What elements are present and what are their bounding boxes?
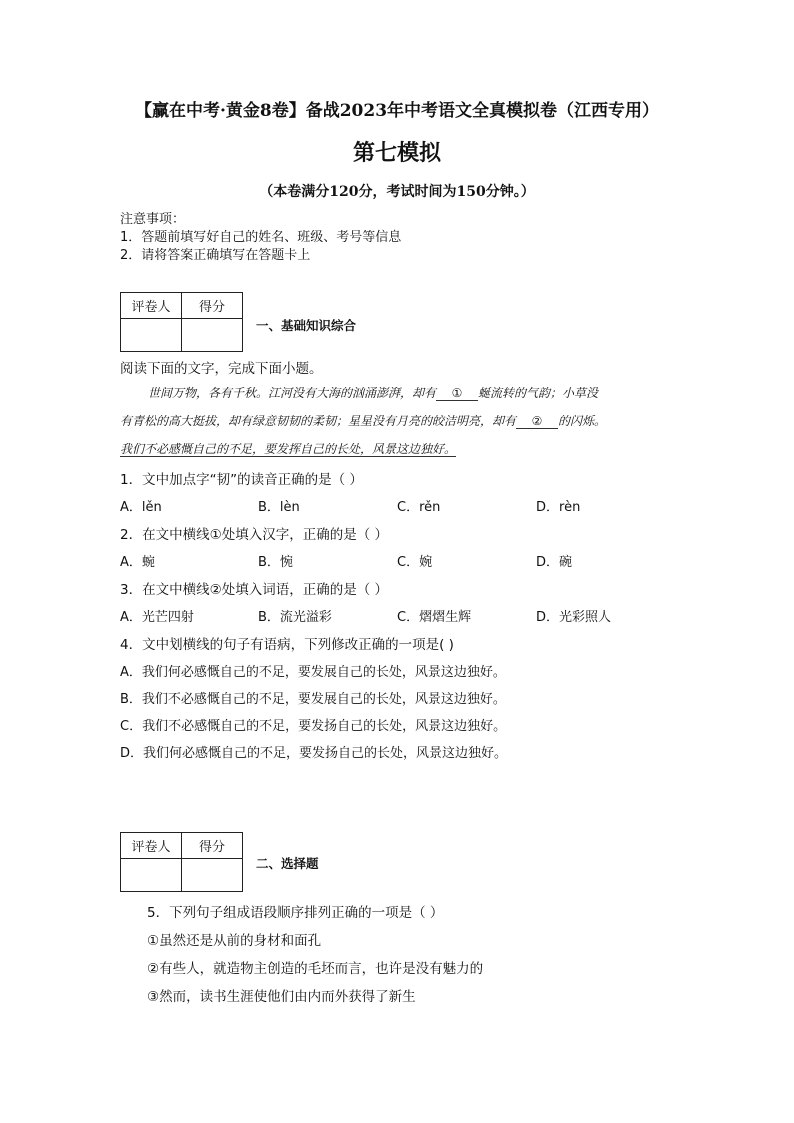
- question-3-stem: 3．在文中横线②处填入词语，正确的是（ ）: [120, 582, 388, 598]
- question-5-stem: 5．下列句子组成语段顺序排列正确的一项是（ ）: [147, 905, 444, 921]
- q5-sentence-3: ③然而，读书生涯使他们由内而外获得了新生: [147, 989, 416, 1005]
- q5-sentence-1: ①虽然还是从前的身材和面孔: [147, 933, 322, 949]
- passage-line-2: [120, 412, 606, 429]
- q4-option-b: B．我们不必感慨自己的不足，要发展自己的长处，风景这边独好。: [120, 692, 506, 707]
- blank-1: ①: [436, 386, 478, 401]
- q1-option-c: C．rěn: [397, 500, 441, 515]
- section2-title: 二、选择题: [256, 856, 319, 871]
- score-label: 得分: [182, 833, 243, 859]
- question-4-stem: 4．文中划横线的句子有语病，下列修改正确的一项是( ): [120, 637, 454, 653]
- score-cell: [182, 319, 243, 352]
- q5-sentence-2: ②有些人，就造物主创造的毛坯而言，也许是没有魅力的: [147, 961, 484, 977]
- underlined-sentence: 我们不必感慨自己的不足，要发挥自己的长处，风景这边独好。: [120, 442, 457, 456]
- exam-subtitle: 第七模拟: [352, 140, 441, 166]
- section1-title: 一、基础知识综合: [256, 318, 357, 333]
- exam-note: （本卷满分120分，考试时间为150分钟。）: [259, 184, 535, 200]
- exam-title: 【赢在中考·黄金8卷】备战2023年中考语文全真模拟卷（江西专用）: [134, 101, 660, 121]
- blank-2: ②: [516, 414, 558, 429]
- section1-instruction: 阅读下面的文字，完成下面小题。: [120, 361, 323, 377]
- q2-option-c: C．婉: [397, 555, 433, 570]
- passage-line-1: [148, 384, 598, 401]
- passage-text: 世间万物，各有千秋。江河没有大海的汹涌澎湃，却有: [148, 386, 437, 400]
- q1-option-d: D．rèn: [536, 500, 581, 515]
- grader-label: 评卷人: [121, 833, 182, 859]
- q1-option-b: B．lèn: [258, 500, 300, 515]
- q4-option-a: A．我们何必感慨自己的不足，要发展自己的长处，风景这边独好。: [120, 665, 506, 680]
- q3-option-c: C．熠熠生辉: [397, 610, 472, 625]
- q4-option-c: C．我们不必感慨自己的不足，要发扬自己的长处，风景这边独好。: [120, 719, 507, 734]
- notice-item-1: 1．答题前填写好自己的姓名、班级、考号等信息: [120, 230, 402, 245]
- passage-text: 的闪烁。: [558, 414, 607, 428]
- q4-option-d: D．我们何必感慨自己的不足，要发扬自己的长处，风景这边独好。: [120, 746, 508, 761]
- score-label: 得分: [182, 293, 243, 319]
- q2-option-d: D．碗: [536, 555, 573, 570]
- passage-text: 有青松的高大挺拔，却有绿意韧韧的柔韧；星星没有月亮的皎洁明亮，却有: [120, 414, 517, 428]
- question-1-stem: 1．文中加点字“韧”的读音正确的是（ ）: [120, 472, 363, 488]
- grader-label: 评卷人: [121, 293, 182, 319]
- grader-box-2: [120, 832, 243, 892]
- grader-cell: [121, 859, 182, 892]
- q3-option-d: D．光彩照人: [536, 610, 612, 625]
- grader-cell: [121, 319, 182, 352]
- passage-line-3: [120, 440, 456, 457]
- question-2-stem: 2．在文中横线①处填入汉字，正确的是（ ）: [120, 527, 388, 543]
- notice-heading: 注意事项：: [120, 212, 186, 227]
- score-cell: [182, 859, 243, 892]
- passage-text: 蜒流转的气韵；小草没: [478, 386, 599, 400]
- notice-item-2: 2．请将答案正确填写在答题卡上: [120, 248, 311, 263]
- grader-box-1: [120, 292, 243, 352]
- q3-option-a: A．光芒四射: [120, 610, 194, 625]
- q3-option-b: B．流光溢彩: [258, 610, 332, 625]
- q2-option-a: A．蜿: [120, 555, 155, 570]
- q2-option-b: B．惋: [258, 555, 293, 570]
- q1-option-a: A．lěn: [120, 500, 162, 515]
